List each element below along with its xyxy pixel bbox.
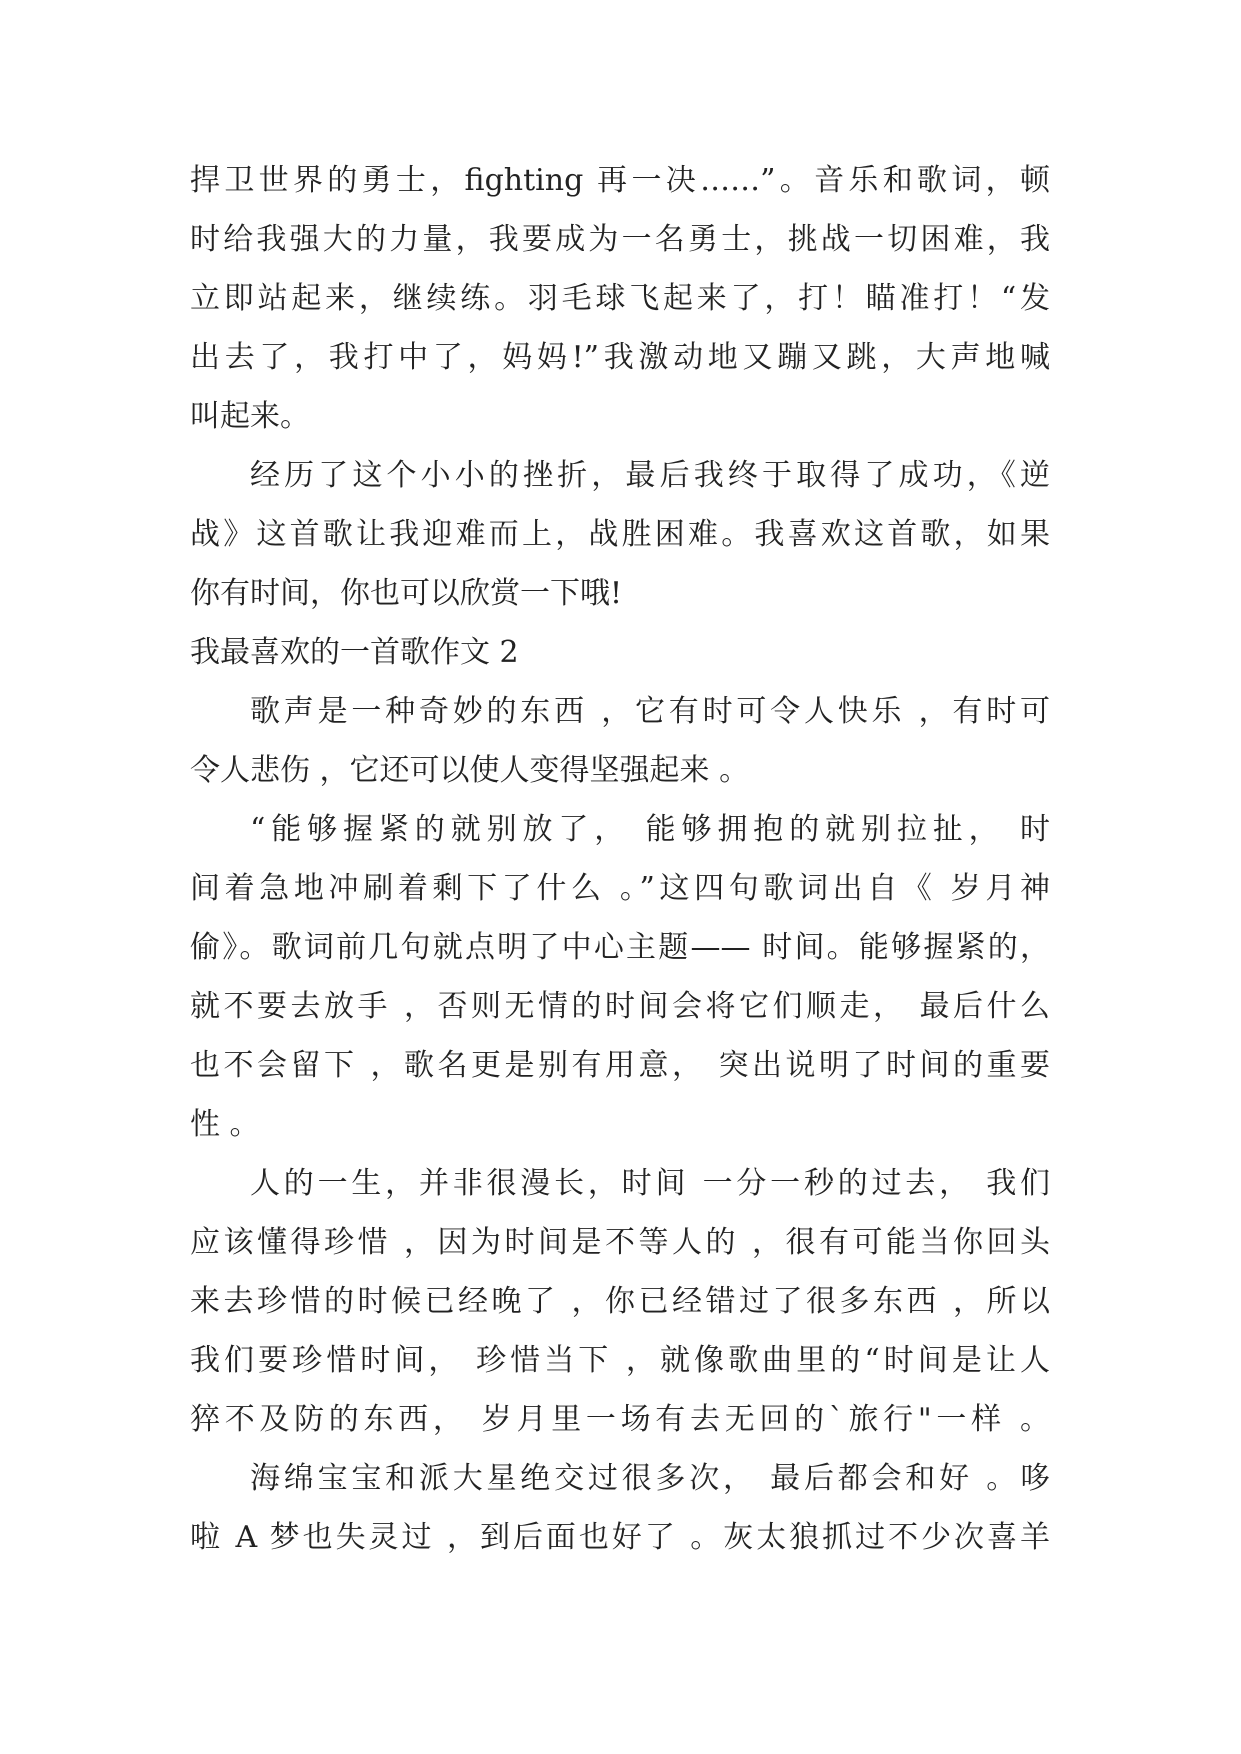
text-line: 人的一生，并非很漫长，时间 一分一秒的过去， 我们 (250, 1166, 1050, 1201)
text-line: 我们要珍惜时间， 珍惜当下 ，就像歌曲里的“时间是让人 (190, 1343, 1050, 1378)
text-line: 间着急地冲刷着剩下了什么 。”这四句歌词出自《 岁月神 (190, 871, 1050, 906)
text-line: 战》这首歌让我迎难而上，战胜困难。我喜欢这首歌，如果 (190, 517, 1050, 552)
text-line: 来去珍惜的时候已经晚了 ，你已经错过了很多东西 ，所以 (190, 1284, 1050, 1319)
text-line: 海绵宝宝和派大星绝交过很多次， 最后都会和好 。哆 (250, 1461, 1050, 1496)
text-line: 猝不及防的东西， 岁月里一场有去无回的`旅行"一样 。 (190, 1402, 1050, 1437)
text-line: 捍卫世界的勇士，fighting 再一决……”。音乐和歌词，顿 (190, 163, 1050, 198)
section-heading: 我最喜欢的一首歌作文 2 (190, 635, 519, 670)
text-line: 应该懂得珍惜 ，因为时间是不等人的 ，很有可能当你回头 (190, 1225, 1050, 1260)
text-line: 立即站起来，继续练。羽毛球飞起来了，打！瞄准打！“发 (190, 281, 1050, 316)
text-line: 啦 A 梦也失灵过 ，到后面也好了 。灰太狼抓过不少次喜羊 (190, 1520, 1050, 1555)
text-line: 时给我强大的力量，我要成为一名勇士，挑战一切困难，我 (190, 222, 1050, 257)
text-line: 偷》。歌词前几句就点明了中心主题—— 时间。能够握紧的， (190, 930, 1050, 965)
text-line: 令人悲伤 ，它还可以使人变得坚强起来 。 (190, 753, 750, 788)
text-line: 歌声是一种奇妙的东西 ，它有时可令人快乐 ，有时可 (250, 694, 1050, 729)
text-line: 性 。 (190, 1107, 260, 1142)
text-line: 出去了，我打中了，妈妈!”我激动地又蹦又跳，大声地喊 (190, 340, 1050, 375)
text-line: 也不会留下 ，歌名更是别有用意， 突出说明了时间的重要 (190, 1048, 1050, 1083)
text-line: 就不要去放手 ，否则无情的时间会将它们顺走， 最后什么 (190, 989, 1050, 1024)
document-body (190, 151, 1050, 1567)
text-line: 你有时间，你也可以欣赏一下哦! (190, 576, 623, 611)
text-line: 经历了这个小小的挫折，最后我终于取得了成功，《逆 (250, 458, 1050, 493)
text-line: “能够握紧的就别放了， 能够拥抱的就别拉扯， 时 (250, 812, 1050, 847)
text-line: 叫起来。 (190, 399, 310, 434)
